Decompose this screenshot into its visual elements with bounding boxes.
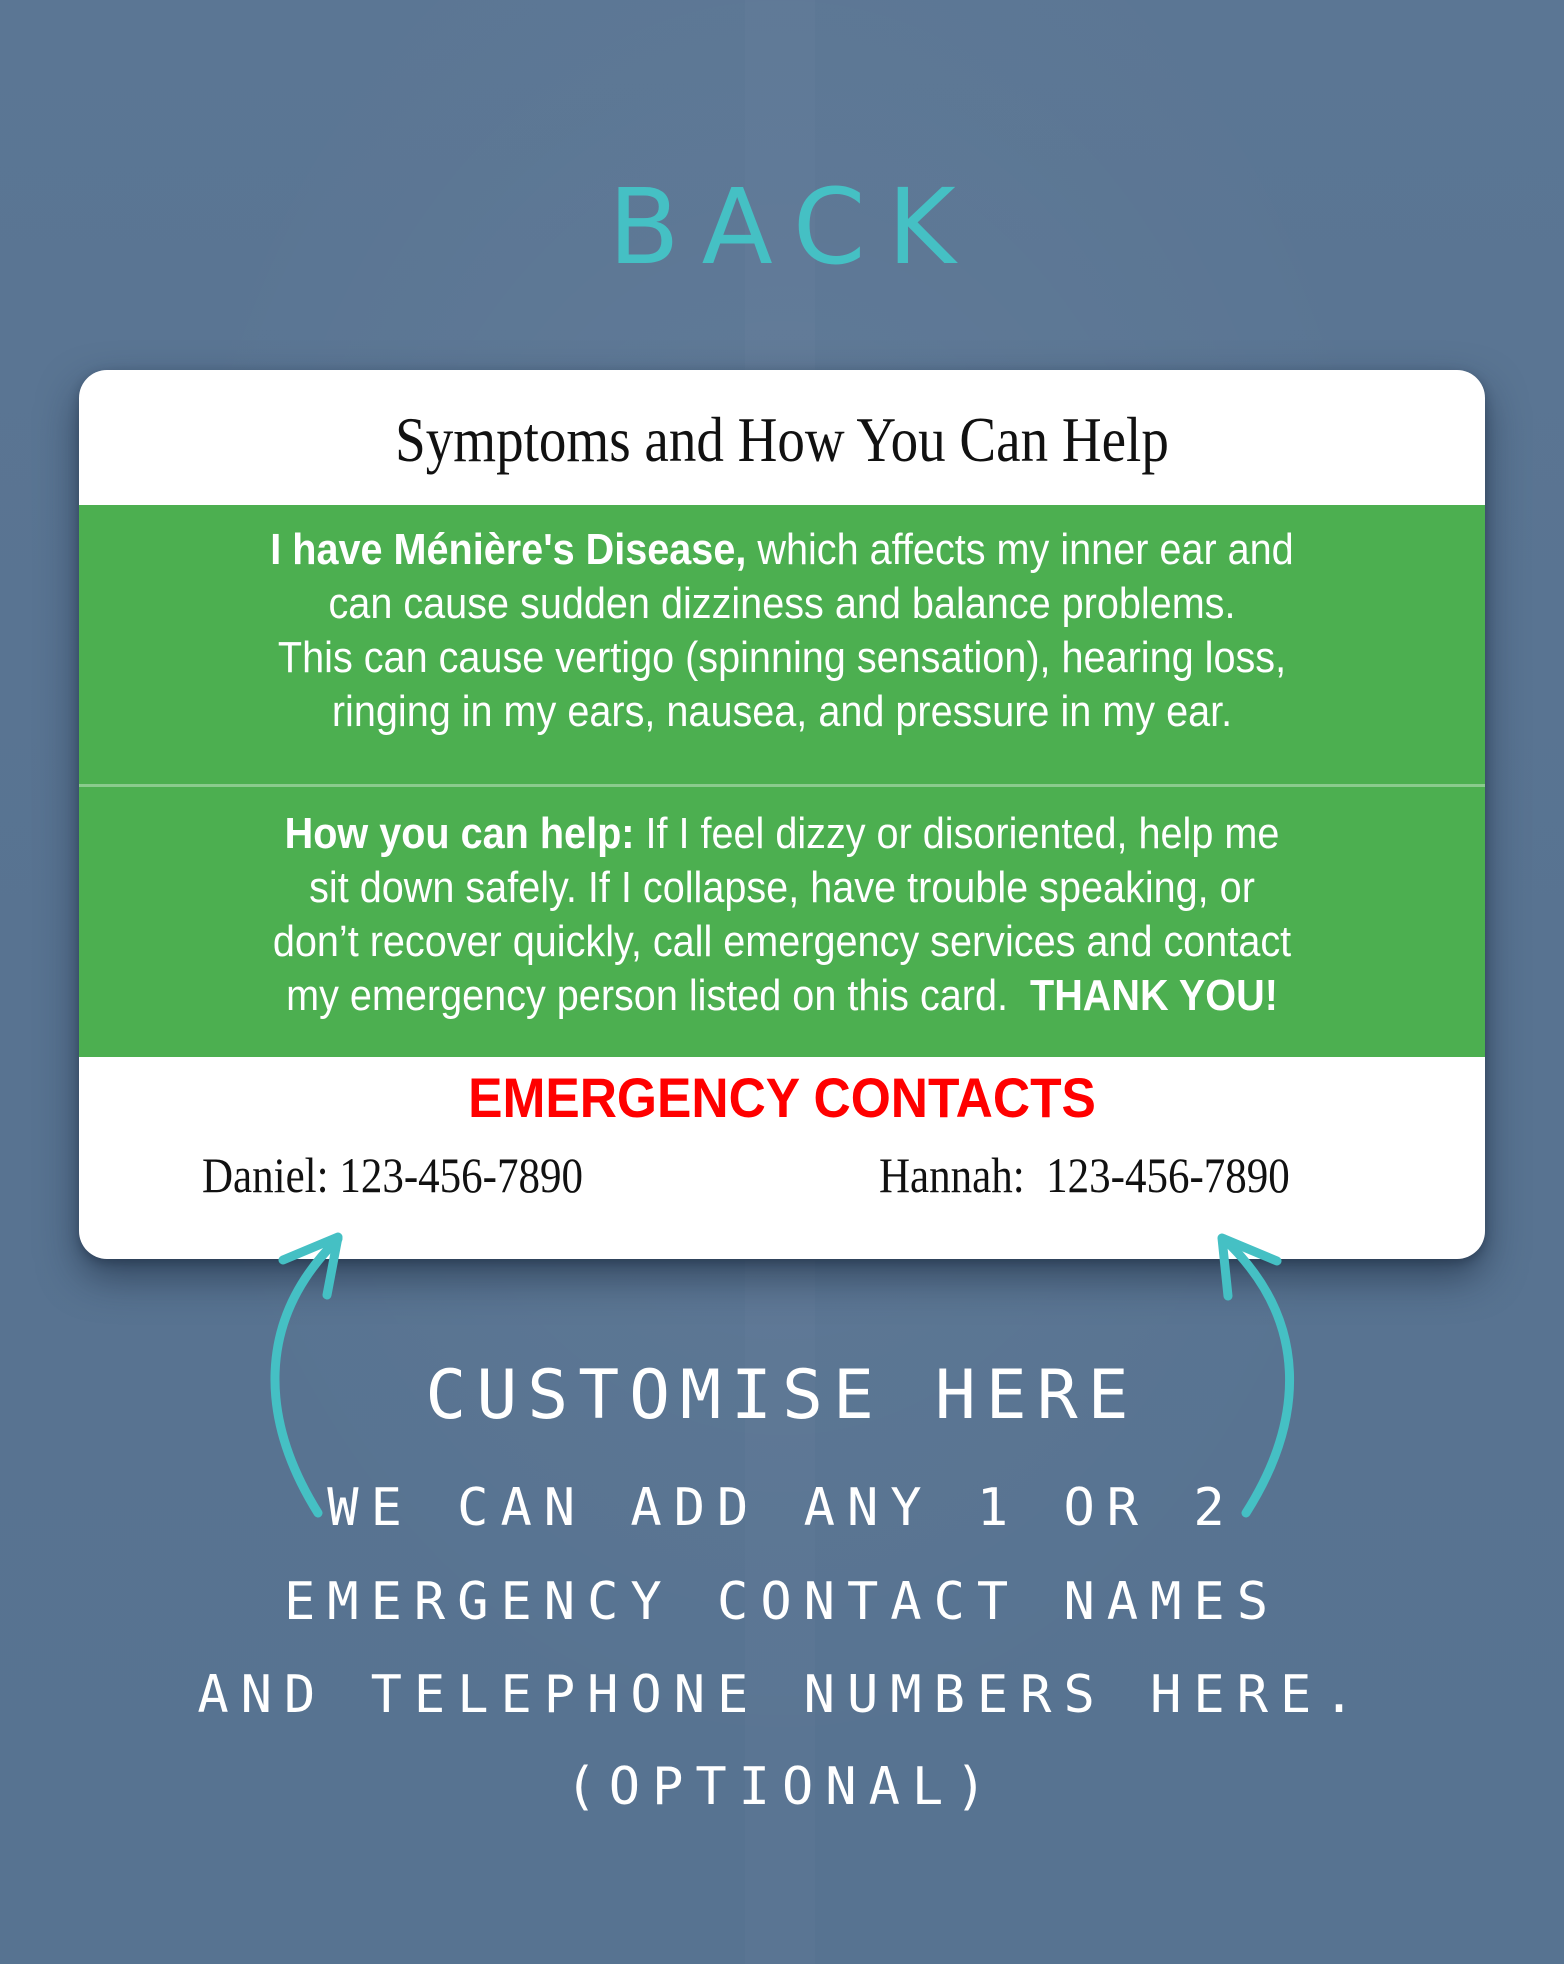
thank-you: THANK YOU! <box>1030 971 1278 1020</box>
help-line: sit down safely. If I collapse, have trouble speaking, or <box>309 863 1255 912</box>
help-lead: How you can help: <box>284 809 635 858</box>
medical-card <box>79 370 1485 1259</box>
customise-note-line: AND TELEPHONE NUMBERS HERE. <box>197 1665 1367 1725</box>
symptoms-paragraph <box>185 523 1378 739</box>
help-line: don’t recover quickly, call emergency services and contact <box>272 917 1292 966</box>
symptoms-lead: I have Ménière's Disease, <box>270 525 747 574</box>
customise-heading: CUSTOMISE HERE <box>425 1356 1139 1435</box>
back-heading: BACK <box>608 166 978 288</box>
symptoms-line: which affects my inner ear and <box>746 525 1294 574</box>
help-line: If I feel dizzy or disoriented, help me <box>634 809 1280 858</box>
emergency-contacts-heading: EMERGENCY CONTACTS <box>468 1066 1096 1129</box>
help-line: my emergency person listed on this card. <box>286 971 1031 1020</box>
card-title: Symptoms and How You Can Help <box>395 404 1169 475</box>
emergency-contact-2: Hannah: 123-456-7890 <box>879 1147 1290 1203</box>
help-paragraph <box>185 807 1378 1023</box>
customise-note-optional: (OPTIONAL) <box>565 1757 999 1817</box>
symptoms-line: can cause sudden dizziness and balance problems. <box>328 579 1236 628</box>
emergency-contact-1: Daniel: 123-456-7890 <box>202 1147 583 1203</box>
symptoms-line: This can cause vertigo (spinning sensation), hearing loss, <box>277 633 1287 682</box>
customise-note-line: WE CAN ADD ANY 1 OR 2 <box>327 1478 1237 1538</box>
symptoms-line: ringing in my ears, nausea, and pressure in my ear. <box>331 687 1233 736</box>
green-info-band <box>79 505 1485 1057</box>
customise-note-line: EMERGENCY CONTACT NAMES <box>283 1572 1281 1632</box>
section-divider <box>79 784 1485 787</box>
